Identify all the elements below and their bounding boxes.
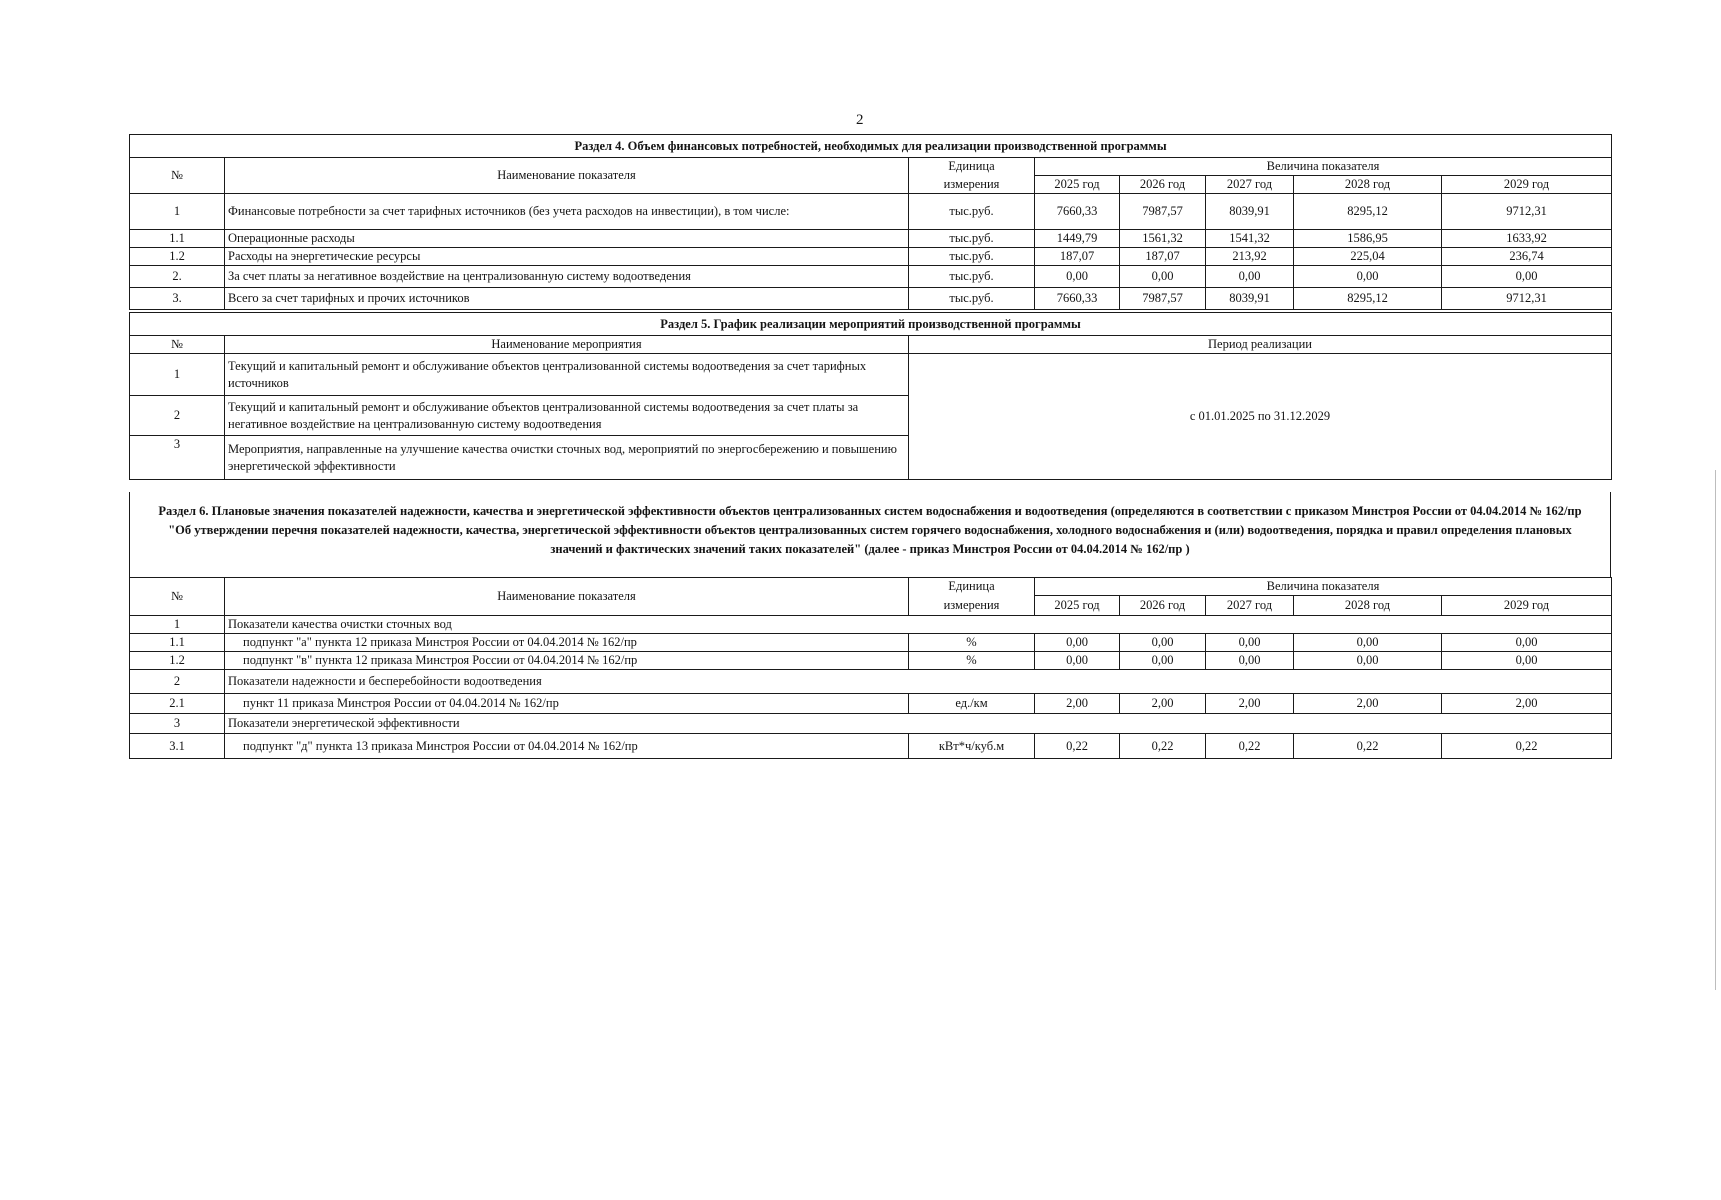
row-value: 9712,31	[1442, 194, 1612, 230]
row-name: Всего за счет тарифных и прочих источников	[225, 288, 909, 310]
row-value: 236,74	[1442, 248, 1612, 266]
section6-table	[129, 577, 1612, 759]
header-no: №	[130, 336, 225, 354]
row-unit: тыс.руб.	[909, 266, 1035, 288]
row-value: 8295,12	[1294, 288, 1442, 310]
group-name: Показатели энергетической эффективности	[225, 714, 1612, 734]
row-name: Расходы на энергетические ресурсы	[225, 248, 909, 266]
row-name: За счет платы за негативное воздействие на централизованную систему водоотведения	[225, 266, 909, 288]
row-value: 9712,31	[1442, 288, 1612, 310]
row-no: 1	[130, 354, 225, 396]
row-unit: тыс.руб.	[909, 288, 1035, 310]
row-value: 8039,91	[1206, 288, 1294, 310]
row-no: 1.1	[130, 634, 225, 652]
row-no: 1	[130, 616, 225, 634]
row-value: 0,00	[1035, 634, 1120, 652]
table-row	[130, 694, 1612, 714]
row-no: 3	[130, 436, 225, 480]
row-no: 1.2	[130, 652, 225, 670]
row-value: 0,00	[1120, 634, 1206, 652]
row-no: 1.2	[130, 248, 225, 266]
row-value: 7660,33	[1035, 288, 1120, 310]
header-unit-2: измерения	[909, 176, 1035, 194]
row-unit: %	[909, 634, 1035, 652]
row-value: 2,00	[1035, 694, 1120, 714]
period-cell: с 01.01.2025 по 31.12.2029	[909, 354, 1612, 480]
row-value: 0,00	[1120, 652, 1206, 670]
row-value: 1449,79	[1035, 230, 1120, 248]
row-name: пункт 11 приказа Минстроя России от 04.04.2014 № 162/пр	[225, 694, 909, 714]
row-no: 2.	[130, 266, 225, 288]
row-no: 3.	[130, 288, 225, 310]
row-value: 1541,32	[1206, 230, 1294, 248]
row-no: 2	[130, 670, 225, 694]
row-no: 3	[130, 714, 225, 734]
header-year: 2027 год	[1206, 176, 1294, 194]
row-value: 0,22	[1120, 734, 1206, 759]
section4-table	[129, 134, 1612, 310]
row-name: Финансовые потребности за счет тарифных источников (без учета расходов на инвестиции), в том числе:	[225, 194, 909, 230]
row-value: 0,00	[1120, 266, 1206, 288]
row-value: 2,00	[1294, 694, 1442, 714]
row-unit: тыс.руб.	[909, 230, 1035, 248]
header-year: 2025 год	[1035, 176, 1120, 194]
row-value: 1561,32	[1120, 230, 1206, 248]
header-unit: Единица	[909, 158, 1035, 176]
section6-title: Раздел 6. Плановые значения показателей надежности, качества и энергетической эффективности объектов централизованных систем водоснабжения и водоотведения (определяются в соответствии с приказом Минстроя России от 04.04.2014 № 162/пр "Об утверждении перечня показателей надежности, качества, энергетической эффективности объектов централизованных систем горячего водоснабжения, холодного водоснабжения и (или) водоотведения, порядка и правил определения плановых значений и фактических значений таких показателей" (далее - приказ Минстроя России от 04.04.2014 № 162/пр )	[158, 504, 1582, 556]
header-year: 2025 год	[1035, 596, 1120, 616]
row-value: 0,00	[1206, 634, 1294, 652]
header-unit: Единица	[909, 578, 1035, 596]
row-value: 0,00	[1442, 652, 1612, 670]
row-no: 2.1	[130, 694, 225, 714]
header-no: №	[130, 578, 225, 616]
table-row	[130, 288, 1612, 310]
row-value: 0,22	[1294, 734, 1442, 759]
row-value: 0,00	[1442, 266, 1612, 288]
table-row	[130, 248, 1612, 266]
row-unit: %	[909, 652, 1035, 670]
row-value: 0,22	[1206, 734, 1294, 759]
group-row	[130, 670, 1612, 694]
table-row	[130, 354, 1612, 396]
row-value: 7987,57	[1120, 194, 1206, 230]
row-value: 0,00	[1035, 652, 1120, 670]
row-value: 213,92	[1206, 248, 1294, 266]
row-unit: тыс.руб.	[909, 194, 1035, 230]
row-value: 7660,33	[1035, 194, 1120, 230]
header-no: №	[130, 158, 225, 194]
header-year: 2029 год	[1442, 176, 1612, 194]
row-value: 2,00	[1206, 694, 1294, 714]
section5-title: Раздел 5. График реализации мероприятий производственной программы	[130, 313, 1612, 336]
section4-title: Раздел 4. Объем финансовых потребностей, необходимых для реализации производственной программы	[130, 135, 1612, 158]
row-value: 0,22	[1035, 734, 1120, 759]
row-value: 1586,95	[1294, 230, 1442, 248]
row-name: подпункт "а" пункта 12 приказа Минстроя России от 04.04.2014 № 162/пр	[225, 634, 909, 652]
row-value: 0,00	[1294, 652, 1442, 670]
group-name: Показатели качества очистки сточных вод	[225, 616, 1612, 634]
header-year: 2029 год	[1442, 596, 1612, 616]
header-year: 2028 год	[1294, 596, 1442, 616]
row-unit: кВт*ч/куб.м	[909, 734, 1035, 759]
header-name: Наименование показателя	[225, 158, 909, 194]
row-value: 0,00	[1206, 652, 1294, 670]
row-no: 2	[130, 396, 225, 436]
row-value: 2,00	[1442, 694, 1612, 714]
row-value: 0,00	[1035, 266, 1120, 288]
header-unit-2: измерения	[909, 596, 1035, 616]
row-no: 3.1	[130, 734, 225, 759]
row-name: Мероприятия, направленные на улучшение качества очистки сточных вод, мероприятий по энергосбережению и повышению энергетической эффективности	[225, 436, 909, 480]
row-value: 1633,92	[1442, 230, 1612, 248]
table-row	[130, 194, 1612, 230]
group-name: Показатели надежности и бесперебойности водоотведения	[225, 670, 1612, 694]
row-name: подпункт "д" пункта 13 приказа Минстроя России от 04.04.2014 № 162/пр	[225, 734, 909, 759]
header-name: Наименование мероприятия	[225, 336, 909, 354]
row-value: 225,04	[1294, 248, 1442, 266]
row-value: 8039,91	[1206, 194, 1294, 230]
row-value: 2,00	[1120, 694, 1206, 714]
table-row	[130, 634, 1612, 652]
header-value: Величина показателя	[1035, 158, 1612, 176]
row-value: 187,07	[1035, 248, 1120, 266]
row-value: 8295,12	[1294, 194, 1442, 230]
row-value: 7987,57	[1120, 288, 1206, 310]
header-year: 2026 год	[1120, 176, 1206, 194]
header-period: Период реализации	[909, 336, 1612, 354]
page-number: 2	[856, 112, 864, 128]
section5-table	[129, 312, 1612, 480]
row-name: Операционные расходы	[225, 230, 909, 248]
table-row	[130, 734, 1612, 759]
row-name: Текущий и капитальный ремонт и обслуживание объектов централизованной системы водоотведения за счет тарифных источников	[225, 354, 909, 396]
header-value: Величина показателя	[1035, 578, 1612, 596]
row-value: 0,22	[1442, 734, 1612, 759]
row-unit: ед./км	[909, 694, 1035, 714]
row-unit: тыс.руб.	[909, 248, 1035, 266]
scan-edge-line	[1715, 470, 1716, 990]
row-name: подпункт "в" пункта 12 приказа Минстроя России от 04.04.2014 № 162/пр	[225, 652, 909, 670]
row-no: 1.1	[130, 230, 225, 248]
group-row	[130, 616, 1612, 634]
row-value: 187,07	[1120, 248, 1206, 266]
row-value: 0,00	[1294, 266, 1442, 288]
row-value: 0,00	[1294, 634, 1442, 652]
row-value: 0,00	[1206, 266, 1294, 288]
header-year: 2027 год	[1206, 596, 1294, 616]
header-year: 2028 год	[1294, 176, 1442, 194]
row-value: 0,00	[1442, 634, 1612, 652]
header-year: 2026 год	[1120, 596, 1206, 616]
row-no: 1	[130, 194, 225, 230]
row-name: Текущий и капитальный ремонт и обслуживание объектов централизованной системы водоотведения за счет платы за негативное воздействие на централизованную систему водоотведения	[225, 396, 909, 436]
table-row	[130, 230, 1612, 248]
table-row	[130, 652, 1612, 670]
header-name: Наименование показателя	[225, 578, 909, 616]
group-row	[130, 714, 1612, 734]
table-row	[130, 266, 1612, 288]
